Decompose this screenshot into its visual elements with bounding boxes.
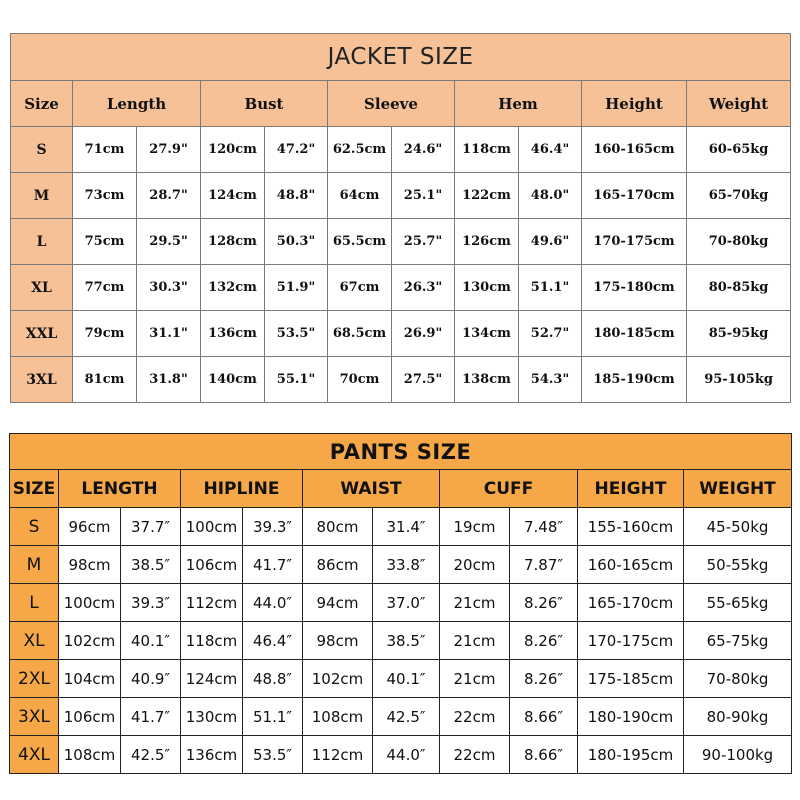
jacket-cell-bust-in: 51.9" [265, 265, 328, 311]
jacket-cell-sleeve-cm: 64cm [328, 173, 392, 219]
pants-cell-waist-in: 40.1″ [373, 660, 440, 698]
pants-cell-weight: 70-80kg [684, 660, 792, 698]
pants-cell-size: L [10, 584, 59, 622]
pants-cell-length-in: 40.1″ [121, 622, 181, 660]
jacket-cell-bust-in: 48.8" [265, 173, 328, 219]
pants-cell-weight: 90-100kg [684, 736, 792, 774]
pants-cell-length-cm: 96cm [59, 508, 121, 546]
pants-cell-hip-in: 48.8″ [243, 660, 303, 698]
pants-cell-cuff-in: 7.48″ [510, 508, 578, 546]
jacket-table-row [11, 265, 791, 311]
jacket-cell-length-cm: 71cm [73, 127, 137, 173]
jacket-cell-hem-in: 54.3" [519, 357, 582, 403]
jacket-cell-length-in: 31.8" [137, 357, 201, 403]
jacket-cell-weight: 95-105kg [687, 357, 791, 403]
jacket-cell-size: S [11, 127, 73, 173]
jacket-table-title: JACKET SIZE [11, 34, 791, 81]
pants-cell-cuff-cm: 22cm [440, 736, 510, 774]
pants-cell-size: S [10, 508, 59, 546]
jacket-cell-sleeve-cm: 67cm [328, 265, 392, 311]
jacket-table-body [11, 127, 791, 403]
pants-cell-waist-in: 42.5″ [373, 698, 440, 736]
pants-cell-weight: 50-55kg [684, 546, 792, 584]
jacket-table-row [11, 219, 791, 265]
jacket-header-sleeve: Sleeve [328, 81, 455, 127]
pants-cell-length-cm: 102cm [59, 622, 121, 660]
pants-cell-cuff-cm: 22cm [440, 698, 510, 736]
jacket-cell-length-cm: 79cm [73, 311, 137, 357]
jacket-header-hem: Hem [455, 81, 582, 127]
jacket-cell-sleeve-in: 25.7" [392, 219, 455, 265]
jacket-cell-length-in: 28.7" [137, 173, 201, 219]
pants-cell-waist-cm: 86cm [303, 546, 373, 584]
pants-cell-cuff-in: 8.26″ [510, 660, 578, 698]
pants-cell-length-in: 40.9″ [121, 660, 181, 698]
pants-cell-waist-in: 38.5″ [373, 622, 440, 660]
jacket-cell-sleeve-in: 26.9" [392, 311, 455, 357]
jacket-header-height: Height [582, 81, 687, 127]
jacket-cell-bust-cm: 120cm [201, 127, 265, 173]
pants-table-row [10, 622, 792, 660]
jacket-size-table [10, 33, 791, 403]
pants-cell-hip-cm: 112cm [181, 584, 243, 622]
jacket-cell-height: 185-190cm [582, 357, 687, 403]
jacket-cell-bust-cm: 140cm [201, 357, 265, 403]
jacket-cell-length-in: 30.3" [137, 265, 201, 311]
jacket-cell-hem-cm: 122cm [455, 173, 519, 219]
pants-cell-size: 2XL [10, 660, 59, 698]
jacket-cell-weight: 65-70kg [687, 173, 791, 219]
jacket-table-row [11, 173, 791, 219]
pants-cell-height: 170-175cm [578, 622, 684, 660]
jacket-header-bust: Bust [201, 81, 328, 127]
pants-cell-weight: 80-90kg [684, 698, 792, 736]
jacket-cell-length-cm: 73cm [73, 173, 137, 219]
pants-header-weight: WEIGHT [684, 470, 792, 508]
jacket-cell-height: 175-180cm [582, 265, 687, 311]
jacket-cell-bust-in: 53.5" [265, 311, 328, 357]
jacket-cell-sleeve-cm: 70cm [328, 357, 392, 403]
jacket-cell-size: 3XL [11, 357, 73, 403]
jacket-cell-sleeve-cm: 65.5cm [328, 219, 392, 265]
pants-cell-height: 180-195cm [578, 736, 684, 774]
jacket-cell-hem-in: 52.7" [519, 311, 582, 357]
pants-cell-waist-cm: 94cm [303, 584, 373, 622]
jacket-cell-hem-in: 46.4" [519, 127, 582, 173]
pants-cell-cuff-cm: 21cm [440, 584, 510, 622]
pants-cell-length-cm: 104cm [59, 660, 121, 698]
pants-cell-cuff-in: 8.26″ [510, 584, 578, 622]
pants-header-size: SIZE [10, 470, 59, 508]
pants-cell-size: XL [10, 622, 59, 660]
pants-size-table [9, 433, 792, 774]
pants-header-length: LENGTH [59, 470, 181, 508]
jacket-cell-hem-cm: 126cm [455, 219, 519, 265]
jacket-cell-size: M [11, 173, 73, 219]
pants-cell-waist-cm: 80cm [303, 508, 373, 546]
pants-cell-waist-cm: 98cm [303, 622, 373, 660]
pants-cell-hip-cm: 106cm [181, 546, 243, 584]
jacket-cell-bust-cm: 124cm [201, 173, 265, 219]
jacket-cell-length-in: 27.9" [137, 127, 201, 173]
jacket-cell-bust-in: 50.3" [265, 219, 328, 265]
pants-table-row [10, 508, 792, 546]
pants-cell-hip-in: 41.7″ [243, 546, 303, 584]
jacket-table-row [11, 311, 791, 357]
pants-cell-weight: 55-65kg [684, 584, 792, 622]
pants-cell-length-cm: 106cm [59, 698, 121, 736]
jacket-cell-sleeve-cm: 68.5cm [328, 311, 392, 357]
pants-cell-length-cm: 108cm [59, 736, 121, 774]
pants-cell-hip-in: 46.4″ [243, 622, 303, 660]
pants-cell-length-in: 38.5″ [121, 546, 181, 584]
jacket-cell-hem-in: 48.0" [519, 173, 582, 219]
pants-cell-weight: 45-50kg [684, 508, 792, 546]
jacket-cell-sleeve-in: 24.6" [392, 127, 455, 173]
pants-cell-hip-in: 53.5″ [243, 736, 303, 774]
pants-table-row [10, 736, 792, 774]
jacket-cell-bust-in: 47.2" [265, 127, 328, 173]
jacket-table-row [11, 127, 791, 173]
pants-cell-waist-in: 33.8″ [373, 546, 440, 584]
pants-cell-height: 155-160cm [578, 508, 684, 546]
jacket-cell-height: 180-185cm [582, 311, 687, 357]
pants-cell-cuff-cm: 19cm [440, 508, 510, 546]
pants-cell-waist-cm: 112cm [303, 736, 373, 774]
pants-cell-length-in: 42.5″ [121, 736, 181, 774]
pants-cell-height: 160-165cm [578, 546, 684, 584]
jacket-cell-bust-cm: 136cm [201, 311, 265, 357]
pants-table-body [10, 508, 792, 774]
jacket-cell-hem-cm: 138cm [455, 357, 519, 403]
jacket-header-size: Size [11, 81, 73, 127]
pants-cell-cuff-cm: 20cm [440, 546, 510, 584]
pants-cell-hip-in: 51.1″ [243, 698, 303, 736]
jacket-cell-height: 165-170cm [582, 173, 687, 219]
jacket-cell-size: L [11, 219, 73, 265]
jacket-cell-hem-in: 49.6" [519, 219, 582, 265]
jacket-cell-length-cm: 77cm [73, 265, 137, 311]
jacket-cell-bust-cm: 132cm [201, 265, 265, 311]
pants-cell-size: 4XL [10, 736, 59, 774]
pants-cell-length-cm: 100cm [59, 584, 121, 622]
pants-header-height: HEIGHT [578, 470, 684, 508]
pants-cell-cuff-in: 7.87″ [510, 546, 578, 584]
jacket-cell-sleeve-cm: 62.5cm [328, 127, 392, 173]
jacket-cell-size: XXL [11, 311, 73, 357]
pants-table-row [10, 698, 792, 736]
jacket-cell-hem-cm: 130cm [455, 265, 519, 311]
pants-cell-length-in: 39.3″ [121, 584, 181, 622]
jacket-cell-weight: 85-95kg [687, 311, 791, 357]
jacket-cell-sleeve-in: 27.5" [392, 357, 455, 403]
pants-cell-cuff-in: 8.66″ [510, 698, 578, 736]
pants-cell-size: 3XL [10, 698, 59, 736]
pants-cell-length-in: 37.7″ [121, 508, 181, 546]
pants-cell-weight: 65-75kg [684, 622, 792, 660]
pants-cell-size: M [10, 546, 59, 584]
pants-cell-hip-cm: 130cm [181, 698, 243, 736]
pants-cell-waist-cm: 102cm [303, 660, 373, 698]
jacket-cell-weight: 70-80kg [687, 219, 791, 265]
pants-cell-hip-cm: 136cm [181, 736, 243, 774]
pants-cell-cuff-in: 8.26″ [510, 622, 578, 660]
pants-cell-cuff-in: 8.66″ [510, 736, 578, 774]
pants-cell-hip-cm: 124cm [181, 660, 243, 698]
pants-cell-hip-in: 39.3″ [243, 508, 303, 546]
jacket-cell-length-cm: 75cm [73, 219, 137, 265]
pants-cell-waist-in: 44.0″ [373, 736, 440, 774]
pants-cell-height: 165-170cm [578, 584, 684, 622]
jacket-cell-hem-in: 51.1" [519, 265, 582, 311]
pants-cell-hip-cm: 118cm [181, 622, 243, 660]
pants-cell-waist-in: 37.0″ [373, 584, 440, 622]
pants-cell-length-cm: 98cm [59, 546, 121, 584]
pants-table-row [10, 660, 792, 698]
jacket-cell-weight: 60-65kg [687, 127, 791, 173]
pants-header-cuff: CUFF [440, 470, 578, 508]
jacket-cell-hem-cm: 134cm [455, 311, 519, 357]
pants-cell-waist-in: 31.4″ [373, 508, 440, 546]
jacket-cell-weight: 80-85kg [687, 265, 791, 311]
jacket-cell-height: 160-165cm [582, 127, 687, 173]
pants-cell-height: 180-190cm [578, 698, 684, 736]
pants-header-waist: WAIST [303, 470, 440, 508]
pants-table-row [10, 584, 792, 622]
pants-cell-hip-cm: 100cm [181, 508, 243, 546]
pants-cell-height: 175-185cm [578, 660, 684, 698]
pants-header-hipline: HIPLINE [181, 470, 303, 508]
jacket-cell-length-in: 29.5" [137, 219, 201, 265]
jacket-cell-bust-cm: 128cm [201, 219, 265, 265]
jacket-cell-height: 170-175cm [582, 219, 687, 265]
jacket-cell-sleeve-in: 25.1" [392, 173, 455, 219]
jacket-cell-sleeve-in: 26.3" [392, 265, 455, 311]
jacket-cell-bust-in: 55.1" [265, 357, 328, 403]
pants-table-title: PANTS SIZE [10, 434, 792, 470]
pants-cell-length-in: 41.7″ [121, 698, 181, 736]
pants-cell-cuff-cm: 21cm [440, 622, 510, 660]
jacket-cell-length-in: 31.1" [137, 311, 201, 357]
jacket-table-row [11, 357, 791, 403]
jacket-cell-length-cm: 81cm [73, 357, 137, 403]
pants-cell-waist-cm: 108cm [303, 698, 373, 736]
jacket-cell-hem-cm: 118cm [455, 127, 519, 173]
jacket-header-length: Length [73, 81, 201, 127]
jacket-header-weight: Weight [687, 81, 791, 127]
jacket-cell-size: XL [11, 265, 73, 311]
pants-cell-cuff-cm: 21cm [440, 660, 510, 698]
pants-table-row [10, 546, 792, 584]
pants-cell-hip-in: 44.0″ [243, 584, 303, 622]
